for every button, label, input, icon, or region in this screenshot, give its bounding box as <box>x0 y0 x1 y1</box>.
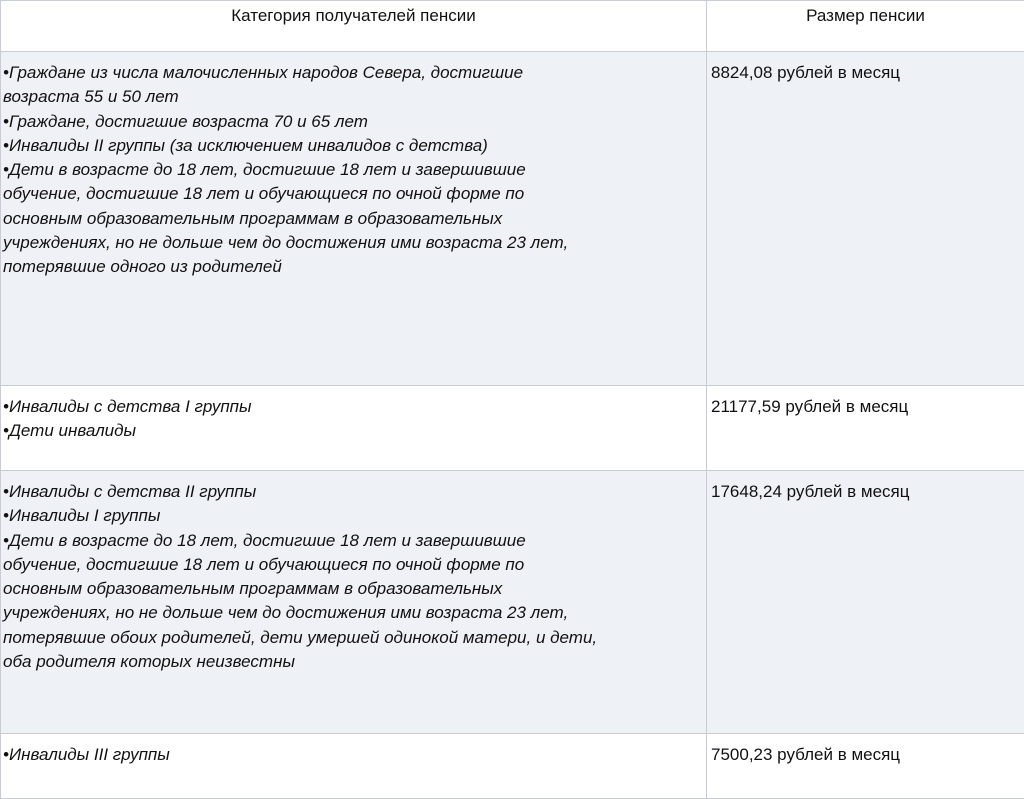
amount-cell: 17648,24 рублей в месяц <box>707 471 1024 734</box>
category-line: •Граждане из числа малочисленных народов Севера, достигшие <box>3 61 700 85</box>
header-category: Категория получателей пенсии <box>1 1 707 52</box>
amount-cell: 21177,59 рублей в месяц <box>707 386 1024 471</box>
category-line: обучение, достигшие 18 лет и обучающиеся по очной форме по <box>3 182 700 206</box>
category-line: основным образовательным программам в образовательных <box>3 207 700 231</box>
category-line: оба родителя которых неизвестны <box>3 650 700 674</box>
category-line: основным образовательным программам в образовательных <box>3 577 700 601</box>
table-row <box>1 52 1024 386</box>
category-line: •Инвалиды с детства II группы <box>3 480 700 504</box>
category-line: •Дети инвалиды <box>3 419 700 443</box>
table-row <box>1 471 1024 734</box>
category-cell <box>1 386 707 471</box>
category-line: возраста 55 и 50 лет <box>3 85 700 109</box>
category-line: •Инвалиды III группы <box>3 743 700 767</box>
category-line: •Граждане, достигшие возраста 70 и 65 лет <box>3 110 700 134</box>
category-cell <box>1 471 707 734</box>
header-amount: Размер пенсии <box>707 1 1024 52</box>
category-line: •Инвалиды II группы (за исключением инвалидов с детства) <box>3 134 700 158</box>
category-line: •Инвалиды I группы <box>3 504 700 528</box>
amount-cell: 8824,08 рублей в месяц <box>707 52 1024 386</box>
table-row <box>1 386 1024 471</box>
category-line: потерявшие обоих родителей, дети умершей одинокой матери, и дети, <box>3 626 700 650</box>
category-line: обучение, достигшие 18 лет и обучающиеся по очной форме по <box>3 553 700 577</box>
category-line: •Дети в возрасте до 18 лет, достигшие 18 лет и завершившие <box>3 529 700 553</box>
header-row <box>1 1 1024 52</box>
category-cell <box>1 52 707 386</box>
category-line: •Дети в возрасте до 18 лет, достигшие 18 лет и завершившие <box>3 158 700 182</box>
category-line: •Инвалиды с детства I группы <box>3 395 700 419</box>
category-line: потерявшие одного из родителей <box>3 255 700 279</box>
amount-cell: 7500,23 рублей в месяц <box>707 734 1024 799</box>
category-line: учреждениях, но не дольше чем до достижения ими возраста 23 лет, <box>3 601 700 625</box>
category-line: учреждениях, но не дольше чем до достижения ими возраста 23 лет, <box>3 231 700 255</box>
category-cell <box>1 734 707 799</box>
table-row <box>1 734 1024 799</box>
